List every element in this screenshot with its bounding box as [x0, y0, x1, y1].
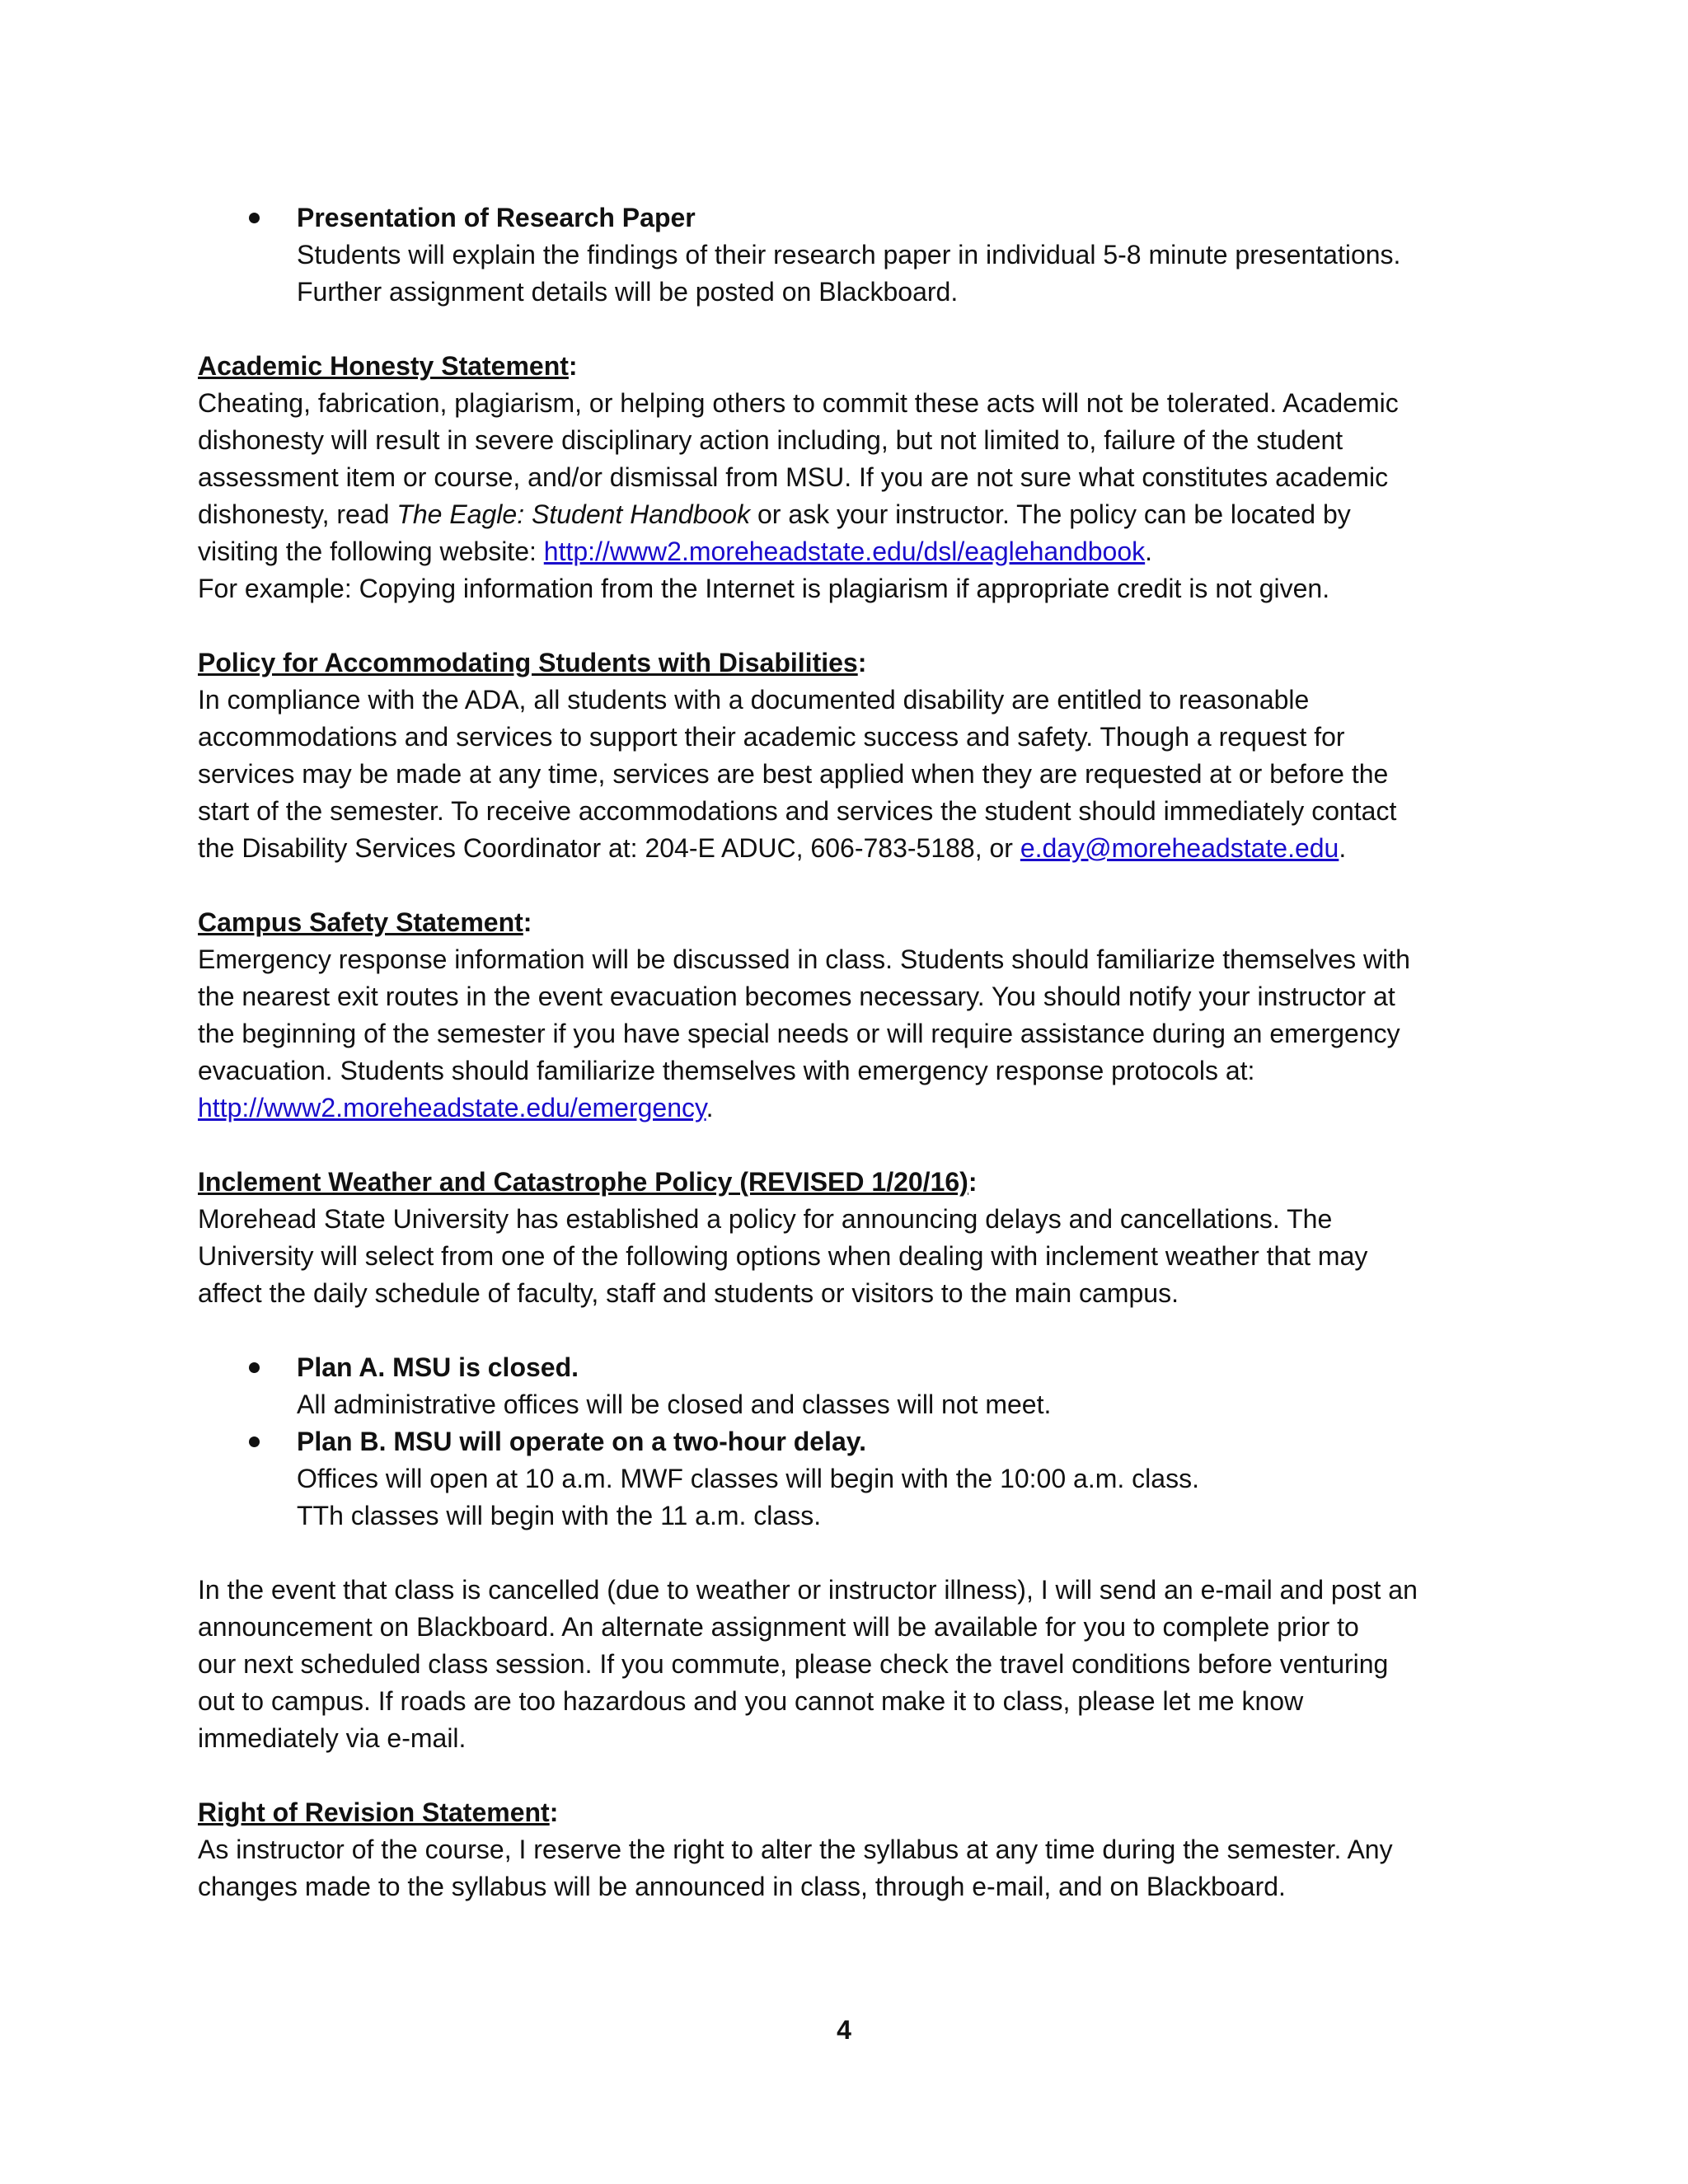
- presentation-title: Presentation of Research Paper: [297, 203, 696, 232]
- weather-plan-list: [198, 1349, 1500, 1535]
- weather-line: University will select from one of the following options when dealing with inclement weather that may: [198, 1241, 1368, 1271]
- disability-email-link[interactable]: e.day@moreheadstate.edu: [1020, 833, 1339, 863]
- plan-b-title: Plan B. MSU will operate on a two-hour delay.: [297, 1427, 867, 1456]
- disabilities-line: start of the semester. To receive accommodations and services the student should immediately contact: [198, 796, 1397, 826]
- emergency-link[interactable]: http://www2.moreheadstate.edu/emergency: [198, 1093, 706, 1122]
- page-number: 4: [837, 2015, 851, 2045]
- academic-honesty-line: dishonesty, read The Eagle: Student Handbook or ask your instructor. The policy can be located by: [198, 499, 1351, 529]
- revision-heading: Right of Revision Statement:: [198, 1797, 559, 1827]
- bullet-icon: [249, 1362, 260, 1373]
- campus-safety-heading: Campus Safety Statement:: [198, 907, 532, 937]
- academic-honesty-line: For example: Copying information from the Internet is plagiarism if appropriate credit is not given.: [198, 574, 1330, 603]
- campus-safety-line: the beginning of the semester if you have special needs or will require assistance during an emergency: [198, 1019, 1400, 1048]
- academic-honesty-line: dishonesty will result in severe disciplinary action including, but not limited to, failure of the student: [198, 425, 1343, 455]
- presentation-bullet-item: [198, 199, 1500, 311]
- campus-safety-line: Emergency response information will be discussed in class. Students should familiarize themselves with: [198, 944, 1410, 974]
- academic-honesty-line: Cheating, fabrication, plagiarism, or helping others to commit these acts will not be tolerated. Academic: [198, 388, 1399, 418]
- disabilities-line: the Disability Services Coordinator at: 204-E ADUC, 606-783-5188, or e.day@moreheadstate.edu.: [198, 833, 1347, 863]
- campus-safety-line: http://www2.moreheadstate.edu/emergency.: [198, 1093, 714, 1122]
- plan-a-line: All administrative offices will be closed and classes will not meet.: [297, 1390, 1052, 1419]
- plan-a-title: Plan A. MSU is closed.: [297, 1352, 579, 1382]
- presentation-line: Students will explain the findings of their research paper in individual 5-8 minute presentations.: [297, 240, 1401, 269]
- eagle-handbook-link[interactable]: http://www2.moreheadstate.edu/dsl/eaglehandbook: [543, 537, 1146, 566]
- bullet-icon: [249, 213, 260, 223]
- bullet-icon: [249, 1436, 260, 1447]
- campus-safety-line: the nearest exit routes in the event evacuation becomes necessary. You should notify your instructor at: [198, 982, 1395, 1011]
- weather-line: Morehead State University has established a policy for announcing delays and cancellations. The: [198, 1204, 1333, 1234]
- plan-b-item: [198, 1423, 1500, 1535]
- handbook-title: The Eagle: Student Handbook: [396, 499, 751, 529]
- cancellation-line: our next scheduled class session. If you commute, please check the travel conditions before venturing: [198, 1649, 1389, 1679]
- disabilities-heading: Policy for Accommodating Students with Disabilities:: [198, 648, 867, 677]
- cancellation-line: immediately via e-mail.: [198, 1723, 467, 1753]
- presentation-bullet-list: [198, 199, 1500, 311]
- cancellation-line: out to campus. If roads are too hazardous and you cannot make it to class, please let me know: [198, 1686, 1304, 1716]
- revision-line: As instructor of the course, I reserve the right to alter the syllabus at any time during the semester. Any: [198, 1835, 1393, 1864]
- academic-honesty-heading: Academic Honesty Statement:: [198, 351, 578, 381]
- campus-safety-line: evacuation. Students should familiarize themselves with emergency response protocols at:: [198, 1056, 1255, 1085]
- plan-b-line: Offices will open at 10 a.m. MWF classes will begin with the 10:00 a.m. class.: [297, 1464, 1199, 1493]
- revision-line: changes made to the syllabus will be announced in class, through e-mail, and on Blackboard.: [198, 1872, 1286, 1901]
- plan-b-line: TTh classes will begin with the 11 a.m. class.: [297, 1501, 822, 1530]
- academic-honesty-line: visiting the following website: http://www2.moreheadstate.edu/dsl/eaglehandbook.: [198, 537, 1153, 566]
- cancellation-line: announcement on Blackboard. An alternate assignment will be available for you to complete prior to: [198, 1612, 1359, 1642]
- disabilities-line: services may be made at any time, services are best applied when they are requested at or before the: [198, 759, 1389, 789]
- disabilities-line: accommodations and services to support their academic success and safety. Though a request for: [198, 722, 1345, 752]
- document-page: [198, 199, 1500, 1905]
- presentation-line: Further assignment details will be posted on Blackboard.: [297, 277, 959, 307]
- cancellation-line: In the event that class is cancelled (due to weather or instructor illness), I will send an e-mail and post an: [198, 1575, 1418, 1605]
- disabilities-line: In compliance with the ADA, all students with a documented disability are entitled to reasonable: [198, 685, 1310, 715]
- academic-honesty-line: assessment item or course, and/or dismissal from MSU. If you are not sure what constitutes academic: [198, 462, 1389, 492]
- weather-line: affect the daily schedule of faculty, staff and students or visitors to the main campus.: [198, 1278, 1179, 1308]
- plan-a-item: [198, 1349, 1500, 1423]
- weather-heading: Inclement Weather and Catastrophe Policy (REVISED 1/20/16):: [198, 1167, 978, 1197]
